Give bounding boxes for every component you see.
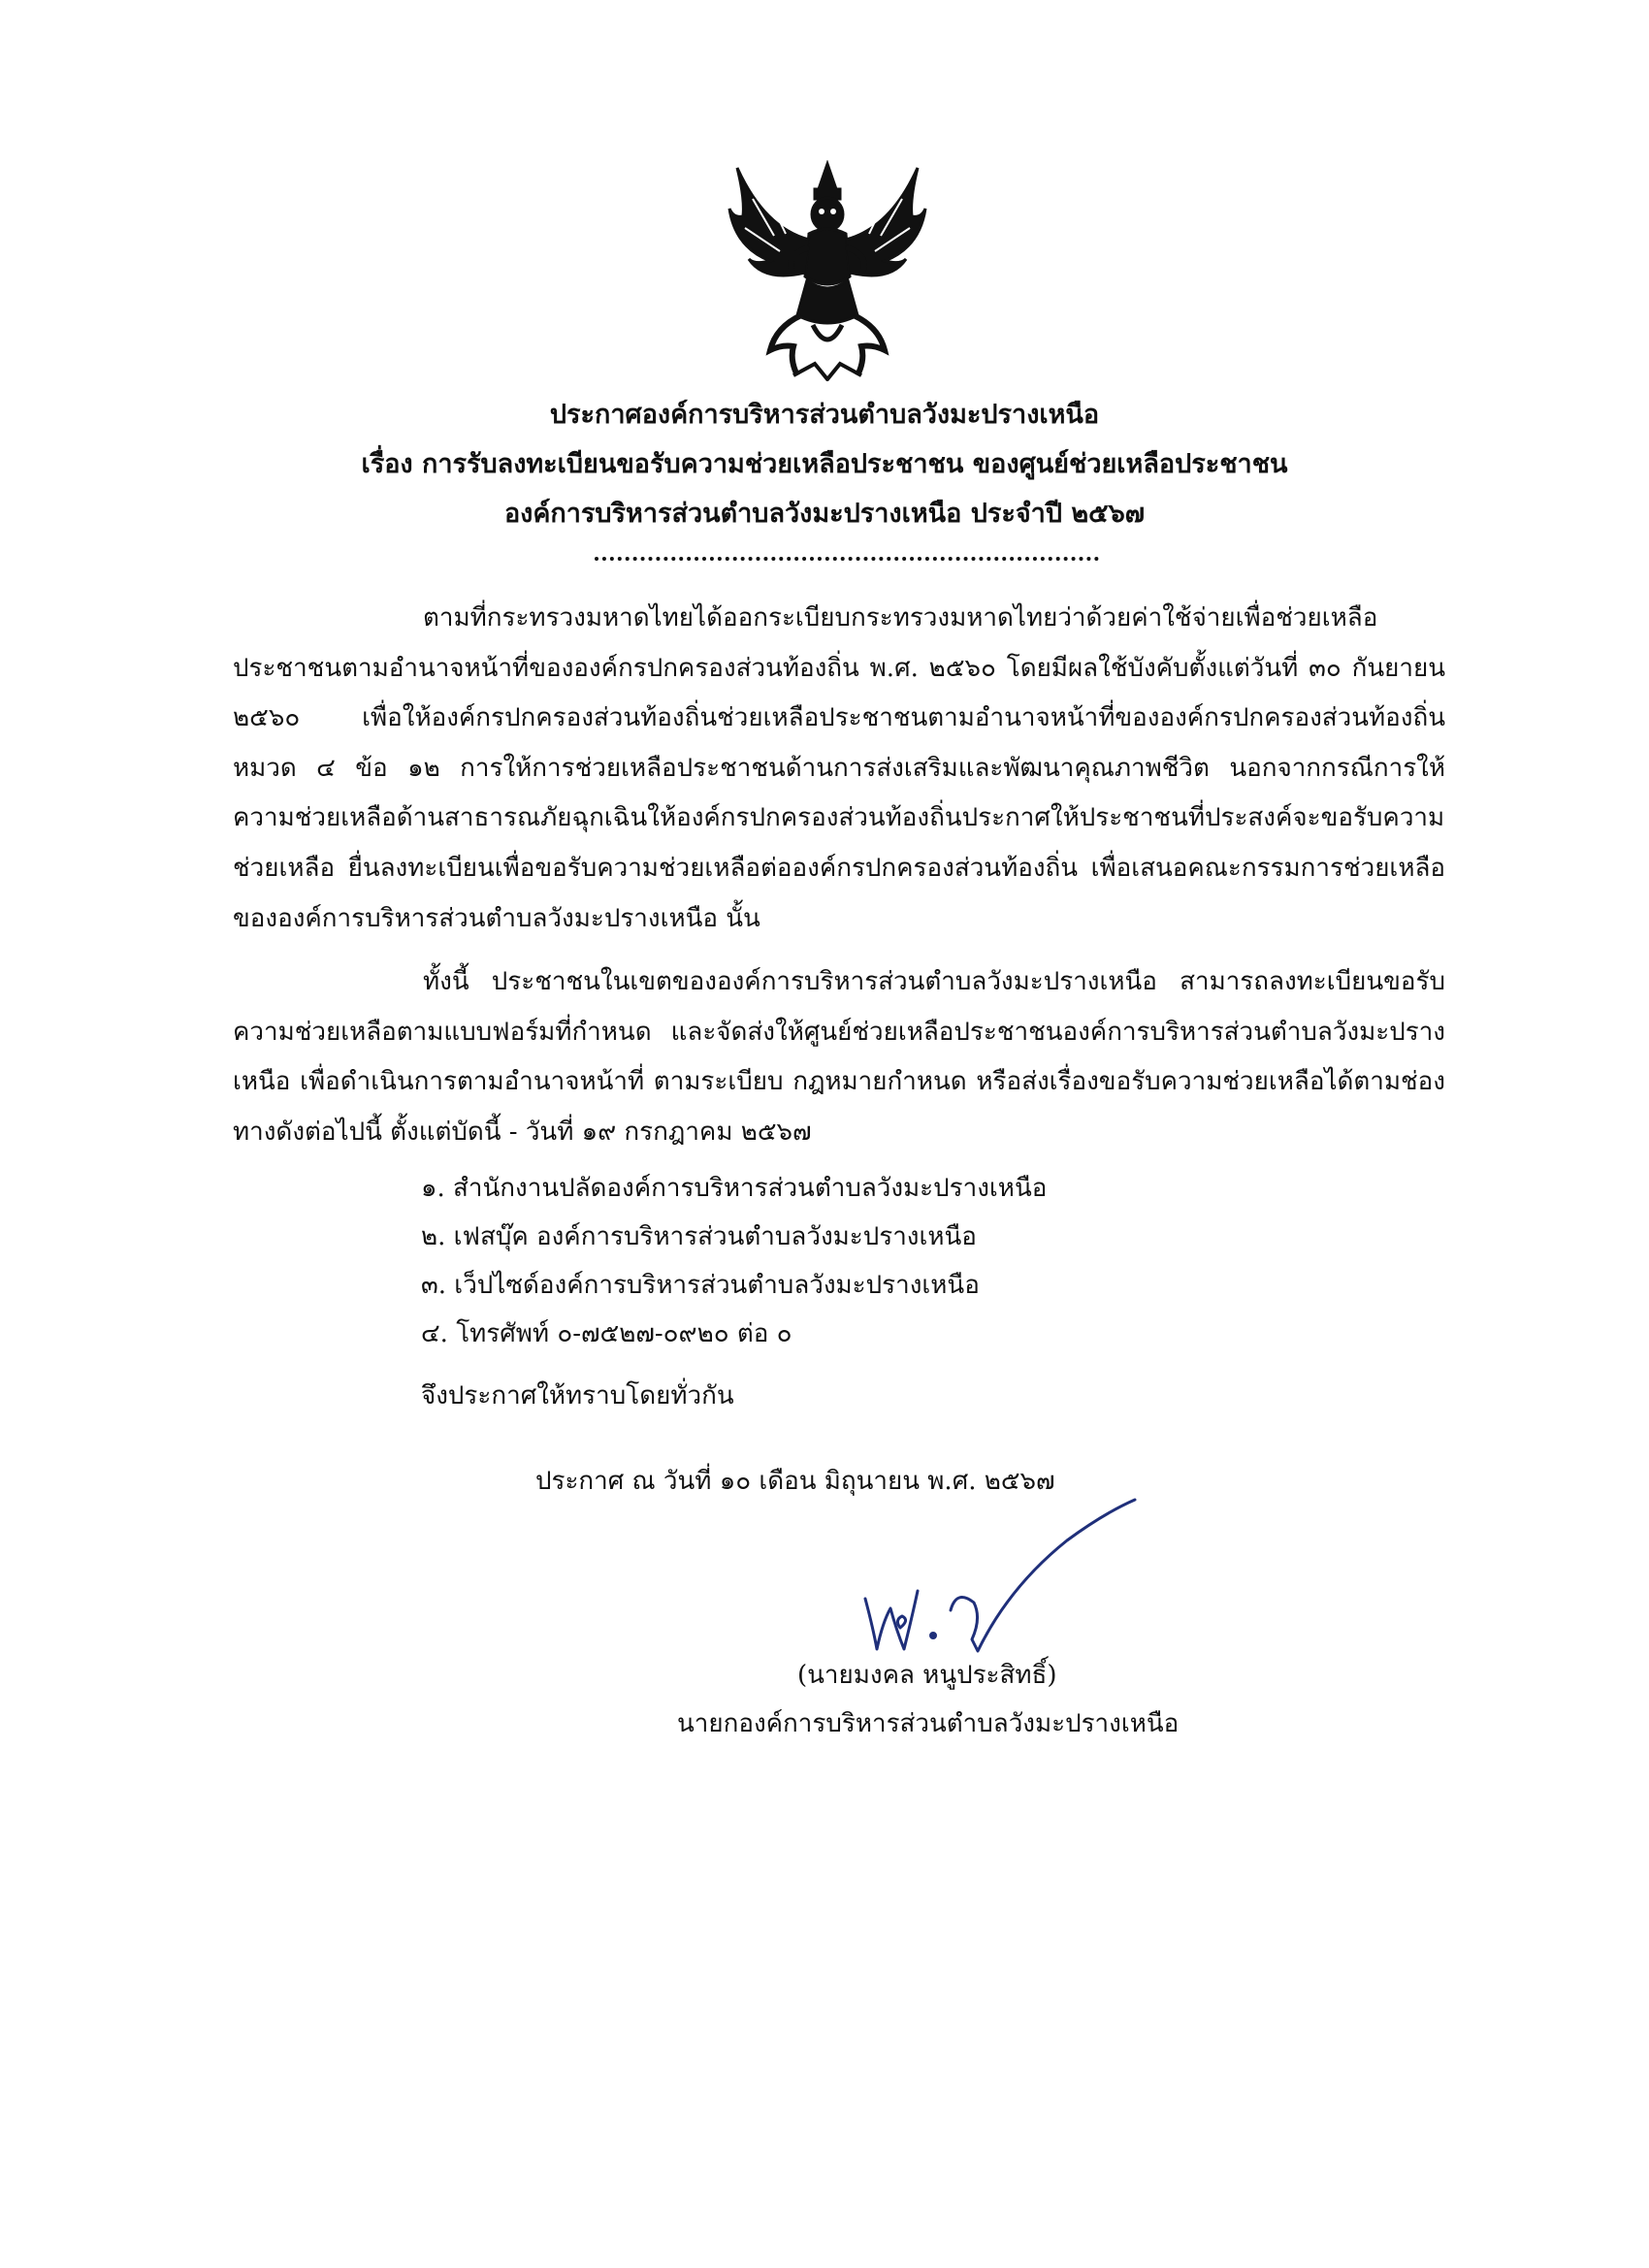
paragraph-1: ตามที่กระทรวงมหาดไทยได้ออกระเบียบกระทรวงมหาดไทยว่าด้วยค่าใช้จ่ายเพื่อช่วยเหลือประชาชนตามอำนาจหน้าที่ขององค์กรปกครองส่วนท้องถิ่น พ.ศ. ๒๕๖๐ โดยมีผลใช้บังคับตั้งแต่วันที่ ๓๐ กันยายน ๒๕๖๐ เพื่อให้องค์กรปกครองส่วนท้องถิ่นช่วยเหลือประชาชนตามอำนาจหน้าที่ขององค์กรปกครองส่วนท้องถิ่น หมวด ๔ ข้อ ๑๒ การให้การช่วยเหลือประชาชนด้านการส่งเสริมและพัฒนาคุณภาพชีวิต นอกจากกรณีการให้ความช่วยเหลือด้านสาธารณภัยฉุกเฉินให้องค์กรปกครองส่วนท้องถิ่นประกาศให้ประชาชนที่ประสงค์จะขอรับความช่วยเหลือ ยื่นลงทะเบียนเพื่อขอรับความช่วยเหลือต่อองค์กรปกครองส่วนท้องถิ่น เพื่อเสนอคณะกรรมการช่วยเหลือขององค์การบริหารส่วนตำบลวังมะปรางเหนือ นั้น (233, 603, 1445, 933)
announcement-title (0, 390, 1649, 538)
list-item: ๒. เฟสบุ๊ค องค์การบริหารส่วนตำบลวังมะปรางเหนือ (421, 1222, 977, 1251)
garuda-emblem-icon (726, 160, 929, 381)
announcement-date: ประกาศ ณ วันที่ ๑๐ เดือน มิถุนายน พ.ศ. ๒๕๖๗ (535, 1467, 1055, 1496)
list-item: ๑. สำนักงานปลัดองค์การบริหารส่วนตำบลวังมะปรางเหนือ (421, 1174, 1048, 1203)
dotted-divider (595, 549, 1099, 561)
list-item: ๔. โทรศัพท์ ๐-๗๕๒๗-๐๙๒๐ ต่อ ๐ (421, 1319, 792, 1348)
title-line-3: องค์การบริหารส่วนตำบลวังมะปรางเหนือ ประจำปี ๒๕๖๗ (503, 499, 1146, 529)
list-item: ๓. เว็ปไซด์องค์การบริหารส่วนตำบลวังมะปรางเหนือ (421, 1271, 980, 1300)
closing-statement: จึงประกาศให้ทราบโดยทั่วกัน (421, 1381, 734, 1410)
channel-list (421, 1164, 1047, 1358)
signer-position: นายกองค์การบริหารส่วนตำบลวังมะปรางเหนือ (677, 1709, 1180, 1738)
handwritten-signature (844, 1494, 1164, 1669)
paragraph-2: ทั้งนี้ ประชาชนในเขตขององค์การบริหารส่วนตำบลวังมะปรางเหนือ สามารถลงทะเบียนขอรับความช่วยเหลือตามแบบฟอร์มที่กำหนด และจัดส่งให้ศูนย์ช่วยเหลือประชาชนองค์การบริหารส่วนตำบลวังมะปรางเหนือ เพื่อดำเนินการตามอำนาจหน้าที่ ตามระเบียบ กฎหมายกำหนด หรือส่งเรื่องขอรับความช่วยเหลือได้ตามช่องทางดังต่อไปนี้ ตั้งแต่บัดนี้ - วันที่ ๑๙ กรกฎาคม ๒๕๖๗ (233, 967, 1445, 1147)
title-line-1: ประกาศองค์การบริหารส่วนตำบลวังมะปรางเหนือ (549, 400, 1100, 430)
title-line-2: เรื่อง การรับลงทะเบียนขอรับความช่วยเหลือประชาชน ของศูนย์ช่วยเหลือประชาชน (361, 449, 1288, 479)
announcement-body (233, 594, 1445, 1158)
signer-name: (นายมงคล หนูประสิทธิ์) (797, 1661, 1057, 1690)
